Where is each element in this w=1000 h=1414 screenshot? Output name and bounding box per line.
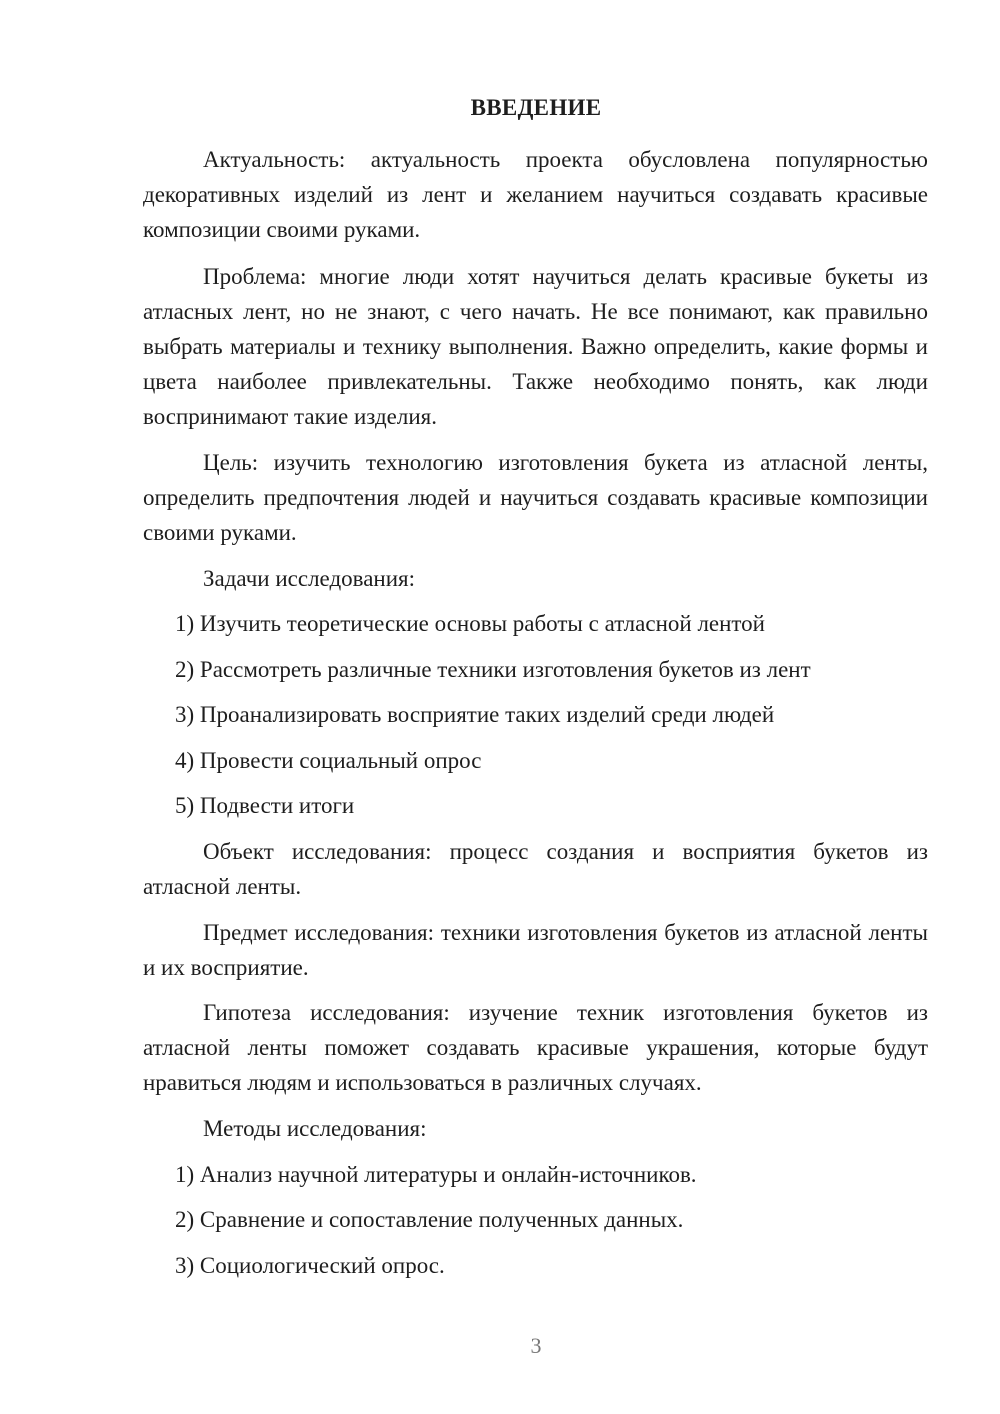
subject-paragraph: Предмет исследования: техники изготовления букетов из атласной ленты и их восприятие. [143,920,928,980]
task-item: 3) Проанализировать восприятие таких изделий среди людей [175,702,775,727]
hypothesis-paragraph: Гипотеза исследования: изучение техник изготовления букетов из атласной ленты поможет создавать красивые украшения, которые будут нравиться людям и использоваться в различных случаях. [143,1000,928,1095]
page-number: 3 [530,1333,542,1358]
relevance-paragraph: Актуальность: актуальность проекта обусловлена популярностью декоративных изделий из лент и желанием научиться создавать красивые композиции своими руками. [143,147,928,242]
task-item: 2) Рассмотреть различные техники изготовления букетов из лент [175,657,811,682]
page-title: ВВЕДЕНИЕ [470,95,602,120]
tasks-heading: Задачи исследования: [203,566,416,591]
goal-paragraph: Цель: изучить технологию изготовления букета из атласной ленты, определить предпочтения людей и научиться создавать красивые композиции своими руками. [143,450,928,545]
task-item: 4) Провести социальный опрос [175,748,482,773]
task-item: 5) Подвести итоги [175,793,355,818]
object-paragraph: Объект исследования: процесс создания и восприятия букетов из атласной ленты. [143,839,928,899]
method-item: 3) Социологический опрос. [175,1253,445,1278]
method-item: 2) Сравнение и сопоставление полученных данных. [175,1207,684,1232]
problem-paragraph: Проблема: многие люди хотят научиться делать красивые букеты из атласных лент, но не знают, с чего начать. Не все понимают, как правильно выбрать материалы и технику выполнения. Важно определить, какие формы и цвета наиболее привлекательны. Также необходимо понять, как люди воспринимают такие изделия. [143,264,928,429]
methods-heading: Методы исследования: [203,1116,427,1141]
method-item: 1) Анализ научной литературы и онлайн-источников. [175,1162,697,1187]
task-item: 1) Изучить теоретические основы работы с атласной лентой [175,611,765,636]
